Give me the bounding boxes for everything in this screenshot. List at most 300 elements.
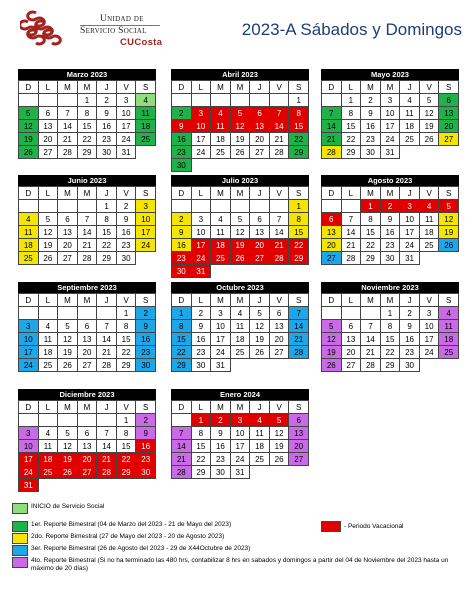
weekday-header: S <box>136 401 156 414</box>
day-cell: 4 <box>136 94 156 107</box>
weekday-header: L <box>39 81 59 94</box>
day-cell: 9 <box>172 226 192 239</box>
day-cell: 2 <box>117 200 137 213</box>
day-cell: 23 <box>172 146 192 159</box>
day-cell: 31 <box>381 146 401 159</box>
day-cell: 31 <box>192 265 212 278</box>
day-cell: 9 <box>211 427 231 440</box>
day-cell: 6 <box>250 213 270 226</box>
day-cell: 15 <box>117 333 137 346</box>
day-cell: 24 <box>19 359 39 372</box>
day-cell: 16 <box>381 226 401 239</box>
weekday-header: S <box>136 187 156 200</box>
day-cell: 22 <box>117 346 137 359</box>
weekday-header: J <box>400 294 420 307</box>
legend-swatch <box>12 557 28 568</box>
day-cell: 21 <box>58 133 78 146</box>
day-cell: 27 <box>342 359 362 372</box>
day-cell: 27 <box>78 359 98 372</box>
day-cell: 21 <box>97 453 117 466</box>
day-cell: 30 <box>381 252 401 265</box>
day-cell: 27 <box>39 146 59 159</box>
day-cell: 30 <box>400 359 420 372</box>
day-cell: 20 <box>289 440 309 453</box>
day-cell: 9 <box>361 107 381 120</box>
day-cell: 23 <box>136 346 156 359</box>
legend-label: 1er. Reporte Bimestral (04 de Marzo del 2023 - 21 de Mayo del 2023) <box>31 521 232 528</box>
day-cell: 6 <box>58 213 78 226</box>
day-cell: 25 <box>39 359 59 372</box>
day-cell: 2 <box>172 107 192 120</box>
day-cell: 7 <box>78 213 98 226</box>
day-cell: 25 <box>211 146 231 159</box>
day-cell: 7 <box>97 427 117 440</box>
day-cell: 1 <box>289 94 309 107</box>
legend-label: INICIO de Servicio Social <box>31 503 105 510</box>
day-cell: 11 <box>39 333 59 346</box>
day-cell: 17 <box>381 120 401 133</box>
day-cell: 26 <box>270 453 290 466</box>
day-cell: 10 <box>400 213 420 226</box>
day-cell: 3 <box>19 427 39 440</box>
day-cell: 13 <box>78 440 98 453</box>
day-cell: 3 <box>211 307 231 320</box>
day-cell: 12 <box>58 333 78 346</box>
weekday-header: V <box>420 81 440 94</box>
day-cell: 16 <box>136 440 156 453</box>
day-cell: 11 <box>39 440 59 453</box>
day-cell: 8 <box>289 213 309 226</box>
day-cell: 21 <box>322 133 342 146</box>
day-cell: 27 <box>439 133 459 146</box>
day-cell: 7 <box>322 107 342 120</box>
weekday-header: M <box>211 401 231 414</box>
weekday-header: M <box>231 81 251 94</box>
legend-item <box>12 545 331 556</box>
weekday-header: M <box>78 294 98 307</box>
day-cell: 8 <box>342 107 362 120</box>
weekday-header: J <box>250 294 270 307</box>
day-cell: 11 <box>19 226 39 239</box>
day-cell: 5 <box>250 307 270 320</box>
day-cell: 13 <box>439 107 459 120</box>
day-cell: 23 <box>381 239 401 252</box>
legend-label: 3er. Reporte Bimestral (26 de Agosto del 2023 - 29 de X44Octubre de 2023) <box>31 545 251 552</box>
weekday-header: M <box>381 294 401 307</box>
day-cell: 11 <box>211 120 231 133</box>
day-cell: 14 <box>361 333 381 346</box>
day-cell: 26 <box>231 146 251 159</box>
day-cell: 23 <box>192 346 212 359</box>
day-cell: 5 <box>439 200 459 213</box>
weekday-header: D <box>172 187 192 200</box>
day-cell: 29 <box>192 466 212 479</box>
day-cell: 13 <box>322 226 342 239</box>
day-cell: 3 <box>420 307 440 320</box>
day-cell: 19 <box>58 453 78 466</box>
day-cell: 17 <box>400 226 420 239</box>
month-title: Agosto 2023 <box>321 175 459 186</box>
day-cell: 14 <box>289 320 309 333</box>
day-cell: 5 <box>231 213 251 226</box>
day-cell: 16 <box>361 120 381 133</box>
day-cell: 21 <box>361 346 381 359</box>
weekday-header: M <box>58 294 78 307</box>
day-cell: 6 <box>78 320 98 333</box>
weekday-header: L <box>192 294 212 307</box>
day-cell: 16 <box>172 133 192 146</box>
day-cell: 4 <box>439 307 459 320</box>
day-cell: 17 <box>231 440 251 453</box>
day-cell: 29 <box>381 359 401 372</box>
day-cell: 28 <box>270 146 290 159</box>
day-cell: 24 <box>420 346 440 359</box>
day-cell: 12 <box>39 226 59 239</box>
day-cell: 25 <box>211 252 231 265</box>
day-cell: 4 <box>231 307 251 320</box>
legend-item <box>12 503 331 514</box>
day-cell: 30 <box>192 359 212 372</box>
day-cell: 9 <box>192 320 212 333</box>
vacation-label: - Periodo Vacacional <box>344 523 404 530</box>
day-cell: 11 <box>211 226 231 239</box>
day-cell: 11 <box>231 320 251 333</box>
day-cell: 3 <box>117 94 137 107</box>
day-cell: 8 <box>117 320 137 333</box>
day-cell: 21 <box>270 239 290 252</box>
day-cell: 18 <box>39 453 59 466</box>
day-cell: 18 <box>19 239 39 252</box>
day-cell: 8 <box>289 107 309 120</box>
day-cell: 25 <box>250 453 270 466</box>
weekday-header: V <box>270 401 290 414</box>
day-cell: 16 <box>400 333 420 346</box>
day-cell: 16 <box>136 333 156 346</box>
day-cell: 7 <box>58 107 78 120</box>
weekday-header: V <box>117 187 137 200</box>
day-cell: 5 <box>322 320 342 333</box>
brand-name: CUCosta <box>120 37 163 48</box>
day-cell: 22 <box>78 133 98 146</box>
day-cell: 4 <box>19 213 39 226</box>
day-cell: 2 <box>192 307 212 320</box>
weekday-header: M <box>78 187 98 200</box>
weekday-header: D <box>322 187 342 200</box>
weekday-header: V <box>270 187 290 200</box>
legend-swatch <box>12 521 28 532</box>
day-cell: 27 <box>58 252 78 265</box>
day-cell: 18 <box>136 120 156 133</box>
day-cell: 20 <box>250 133 270 146</box>
org-line-1: Unidad de <box>100 14 144 24</box>
day-cell: 10 <box>117 107 137 120</box>
day-cell: 19 <box>231 239 251 252</box>
weekday-header: J <box>400 81 420 94</box>
day-cell: 26 <box>250 346 270 359</box>
day-cell: 17 <box>19 453 39 466</box>
day-cell: 9 <box>97 107 117 120</box>
day-cell: 2 <box>97 94 117 107</box>
weekday-header: M <box>231 401 251 414</box>
day-cell: 10 <box>211 320 231 333</box>
day-cell: 26 <box>420 133 440 146</box>
day-cell: 14 <box>97 333 117 346</box>
day-cell: 4 <box>39 427 59 440</box>
day-cell: 16 <box>97 120 117 133</box>
day-cell: 20 <box>270 333 290 346</box>
day-cell: 22 <box>97 239 117 252</box>
day-cell: 13 <box>250 120 270 133</box>
day-cell: 4 <box>39 320 59 333</box>
day-cell: 24 <box>381 133 401 146</box>
day-cell: 22 <box>192 453 212 466</box>
weekday-header: J <box>97 401 117 414</box>
day-cell: 26 <box>58 359 78 372</box>
day-cell: 26 <box>58 466 78 479</box>
day-cell: 18 <box>250 440 270 453</box>
day-cell: 24 <box>192 146 212 159</box>
day-cell: 17 <box>420 333 440 346</box>
day-cell: 23 <box>97 133 117 146</box>
day-cell: 4 <box>420 200 440 213</box>
day-cell: 26 <box>39 252 59 265</box>
day-cell: 20 <box>439 120 459 133</box>
day-cell: 29 <box>97 252 117 265</box>
day-cell: 19 <box>322 346 342 359</box>
weekday-header: J <box>400 187 420 200</box>
weekday-header: V <box>117 401 137 414</box>
weekday-header: S <box>439 187 459 200</box>
day-cell: 12 <box>250 320 270 333</box>
legend-item <box>12 521 331 532</box>
day-cell: 6 <box>342 320 362 333</box>
day-cell: 13 <box>78 333 98 346</box>
legend-label: 4to. Reporte Bimestral (Si no ha terminado las 480 hrs, contabilizar 8 hrs en sabados y domingos a partir del 04 de Noviembre del 2023 hasta un máximo de 20 días) <box>31 557 449 572</box>
day-cell: 12 <box>270 427 290 440</box>
day-cell: 12 <box>420 107 440 120</box>
day-cell: 27 <box>289 453 309 466</box>
day-cell: 28 <box>289 346 309 359</box>
month-title: Noviembre 2023 <box>321 282 459 293</box>
day-cell: 10 <box>231 427 251 440</box>
day-cell: 2 <box>172 213 192 226</box>
day-cell: 3 <box>400 200 420 213</box>
day-cell: 19 <box>439 226 459 239</box>
weekday-header: M <box>231 187 251 200</box>
weekday-header: M <box>211 81 231 94</box>
day-cell: 14 <box>342 226 362 239</box>
day-cell: 28 <box>361 359 381 372</box>
legend-swatch <box>12 545 28 556</box>
day-cell: 17 <box>192 133 212 146</box>
day-cell: 6 <box>250 107 270 120</box>
day-cell: 25 <box>400 133 420 146</box>
day-cell: 20 <box>39 133 59 146</box>
day-cell: 23 <box>211 453 231 466</box>
day-cell: 17 <box>211 333 231 346</box>
weekday-header: L <box>342 81 362 94</box>
weekday-header: L <box>39 401 59 414</box>
day-cell: 12 <box>439 213 459 226</box>
day-cell: 23 <box>117 239 137 252</box>
day-cell: 1 <box>78 94 98 107</box>
day-cell: 17 <box>19 346 39 359</box>
day-cell: 12 <box>231 120 251 133</box>
month-title: Marzo 2023 <box>18 69 156 80</box>
day-cell: 10 <box>19 333 39 346</box>
day-cell: 22 <box>289 239 309 252</box>
day-cell: 10 <box>420 320 440 333</box>
weekday-header: M <box>211 187 231 200</box>
day-cell: 27 <box>250 252 270 265</box>
day-cell: 19 <box>39 239 59 252</box>
day-cell: 30 <box>172 159 192 172</box>
day-cell: 26 <box>19 146 39 159</box>
weekday-header: D <box>172 81 192 94</box>
weekday-header: S <box>289 401 309 414</box>
weekday-header: V <box>420 294 440 307</box>
weekday-header: V <box>117 81 137 94</box>
day-cell: 13 <box>342 333 362 346</box>
day-cell: 12 <box>322 333 342 346</box>
vacation-swatch <box>321 521 341 532</box>
weekday-header: L <box>39 294 59 307</box>
legend-swatch <box>12 533 28 544</box>
weekday-header: D <box>19 81 39 94</box>
day-cell: 22 <box>381 346 401 359</box>
day-cell: 10 <box>192 120 212 133</box>
weekday-header: M <box>78 81 98 94</box>
day-cell: 18 <box>211 133 231 146</box>
day-cell: 21 <box>270 133 290 146</box>
day-cell: 8 <box>172 320 192 333</box>
day-cell: 20 <box>78 346 98 359</box>
day-cell: 8 <box>78 107 98 120</box>
day-cell: 15 <box>289 226 309 239</box>
weekday-header: L <box>192 81 212 94</box>
day-cell: 29 <box>289 252 309 265</box>
weekday-header: M <box>381 187 401 200</box>
month-title: Octubre 2023 <box>171 282 309 293</box>
weekday-header: J <box>250 187 270 200</box>
day-cell: 19 <box>19 133 39 146</box>
day-cell: 16 <box>172 239 192 252</box>
day-cell: 11 <box>420 213 440 226</box>
day-cell: 12 <box>19 120 39 133</box>
day-cell: 30 <box>361 146 381 159</box>
weekday-header: M <box>231 294 251 307</box>
day-cell: 4 <box>250 414 270 427</box>
day-cell: 2 <box>361 94 381 107</box>
day-cell: 29 <box>342 146 362 159</box>
weekday-header: D <box>19 294 39 307</box>
legend-item <box>12 533 331 544</box>
day-cell: 28 <box>322 146 342 159</box>
day-cell: 1 <box>117 307 137 320</box>
day-cell: 8 <box>192 427 212 440</box>
month-title: Diciembre 2023 <box>18 389 156 400</box>
day-cell: 25 <box>439 346 459 359</box>
day-cell: 1 <box>289 200 309 213</box>
day-cell: 23 <box>400 346 420 359</box>
weekday-header: J <box>97 81 117 94</box>
weekday-header: M <box>58 81 78 94</box>
day-cell: 28 <box>270 252 290 265</box>
day-cell: 23 <box>172 252 192 265</box>
day-cell: 29 <box>361 252 381 265</box>
day-cell: 15 <box>78 120 98 133</box>
day-cell: 20 <box>250 239 270 252</box>
day-cell: 17 <box>192 239 212 252</box>
weekday-header: J <box>250 81 270 94</box>
weekday-header: D <box>322 294 342 307</box>
day-cell: 22 <box>342 133 362 146</box>
day-cell: 21 <box>97 346 117 359</box>
day-cell: 24 <box>400 239 420 252</box>
day-cell: 27 <box>78 466 98 479</box>
day-cell: 2 <box>211 414 231 427</box>
day-cell: 3 <box>192 213 212 226</box>
weekday-header: D <box>322 81 342 94</box>
day-cell: 31 <box>400 252 420 265</box>
weekday-header: M <box>58 187 78 200</box>
legend-label: 2do. Reporte Bimestral (27 de Mayo del 2023 - 20 de Agosto 2023) <box>31 533 225 540</box>
weekday-header: S <box>289 187 309 200</box>
day-cell: 14 <box>270 226 290 239</box>
legend-swatch <box>12 503 28 514</box>
day-cell: 25 <box>231 346 251 359</box>
day-cell: 4 <box>400 94 420 107</box>
day-cell: 3 <box>19 320 39 333</box>
weekday-header: L <box>192 187 212 200</box>
day-cell: 7 <box>270 107 290 120</box>
day-cell: 24 <box>136 239 156 252</box>
day-cell: 1 <box>97 200 117 213</box>
day-cell: 9 <box>400 320 420 333</box>
day-cell: 15 <box>361 226 381 239</box>
day-cell: 13 <box>270 320 290 333</box>
weekday-header: S <box>289 81 309 94</box>
day-cell: 3 <box>381 94 401 107</box>
day-cell: 5 <box>231 107 251 120</box>
legend <box>12 0 472 600</box>
day-cell: 7 <box>97 320 117 333</box>
day-cell: 14 <box>322 120 342 133</box>
day-cell: 11 <box>439 320 459 333</box>
weekday-header: M <box>78 401 98 414</box>
month-title: Enero 2024 <box>171 389 309 400</box>
day-cell: 22 <box>361 239 381 252</box>
day-cell: 15 <box>97 226 117 239</box>
day-cell: 12 <box>231 226 251 239</box>
legend-item <box>12 557 451 573</box>
day-cell: 29 <box>117 466 137 479</box>
day-cell: 7 <box>289 307 309 320</box>
day-cell: 10 <box>192 226 212 239</box>
weekday-header: L <box>39 187 59 200</box>
day-cell: 18 <box>39 346 59 359</box>
day-cell: 26 <box>322 359 342 372</box>
day-cell: 11 <box>250 427 270 440</box>
day-cell: 10 <box>19 440 39 453</box>
day-cell: 28 <box>58 146 78 159</box>
weekday-header: J <box>250 401 270 414</box>
day-cell: 2 <box>381 200 401 213</box>
day-cell: 27 <box>250 146 270 159</box>
weekday-header: M <box>58 401 78 414</box>
weekday-header: M <box>361 294 381 307</box>
day-cell: 29 <box>172 359 192 372</box>
